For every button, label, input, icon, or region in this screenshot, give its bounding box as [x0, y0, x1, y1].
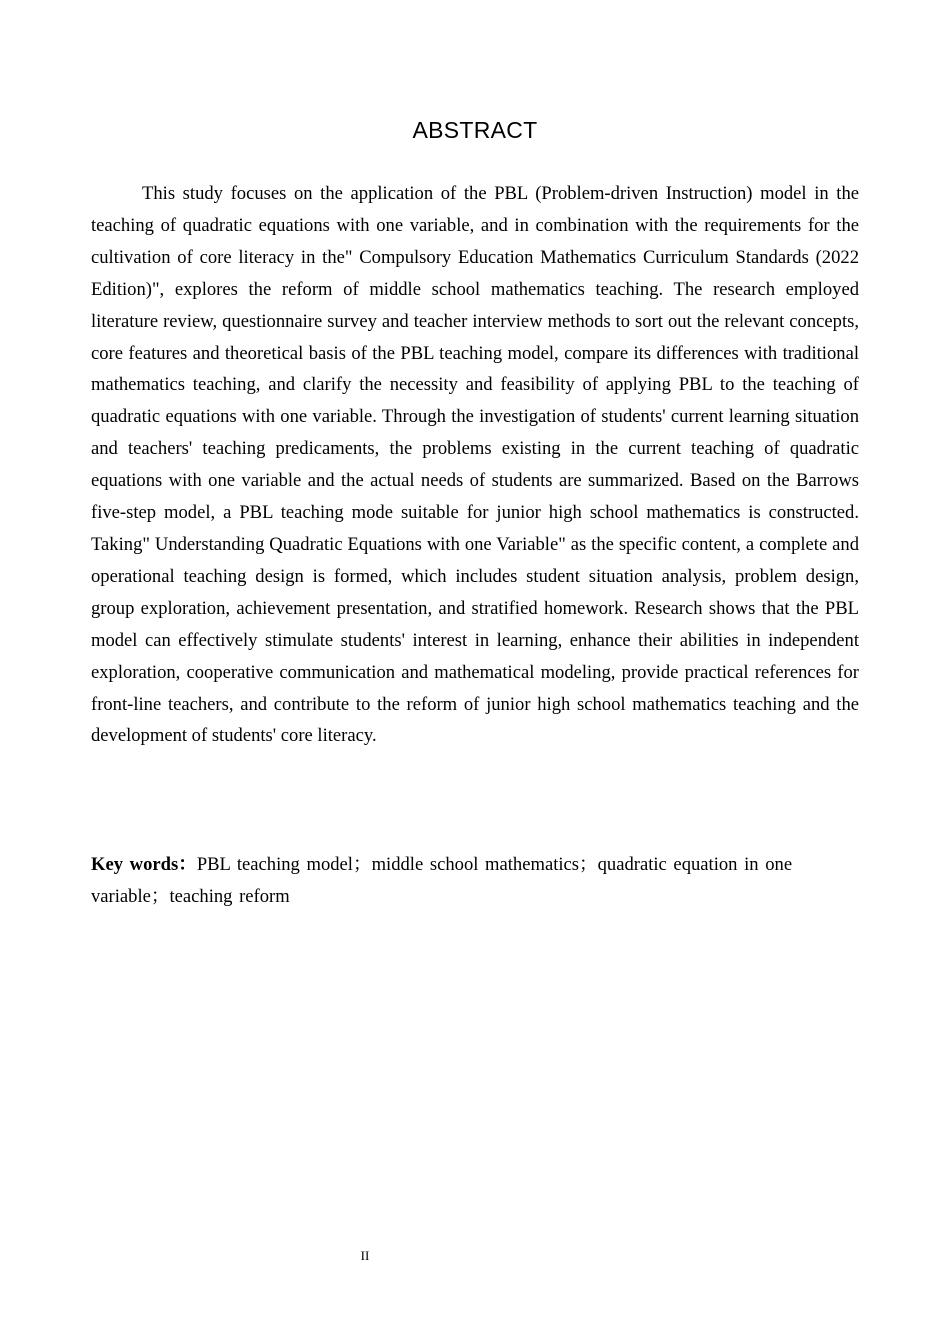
abstract-body: This study focuses on the application of the PBL (Problem-driven Instruction) model in the teaching of quadratic equations with one variable, and in combination with the requirements for the cultivation of core literacy in the" Compulsory Education Mathematics Curriculum Standards (2022 Edition)", explores the reform of middle school mathematics teaching. The research employed literature review, questionnaire survey and teacher interview methods to sort out the relevant concepts, core features and theoretical basis of the PBL teaching model, compare its differences with traditional mathematics teaching, and clarify the necessity and feasibility of applying PBL to the teaching of quadratic equations with one variable. Through the investigation of students' current learning situation and teachers' teaching predicaments, the problems existing in the current teaching of quadratic equations with one variable and the actual needs of students are summarized. Based on the Barrows five-step model, a PBL teaching mode suitable for junior high school mathematics is constructed. Taking" Understanding Quadratic Equations with one Variable" as the specific content, a complete and operational teaching design is formed, which includes student situation analysis, problem design, group exploration, achievement presentation, and stratified homework. Research shows that the PBL model can effectively stimulate students' interest in learning, enhance their abilities in independent exploration, cooperative communication and mathematical modeling, provide practical references for front-line teachers, and contribute to the reform of junior high school mathematics teaching and the development of students' core literacy. [91, 183, 859, 747]
keywords-line [91, 849, 841, 913]
page-number: II [360, 1248, 370, 1263]
keywords-text: PBL teaching model；middle school mathematics；quadratic equation in one variable；teaching reform [91, 854, 793, 907]
abstract-title: ABSTRACT [412, 117, 538, 143]
keywords-label: Key words： [91, 854, 197, 875]
